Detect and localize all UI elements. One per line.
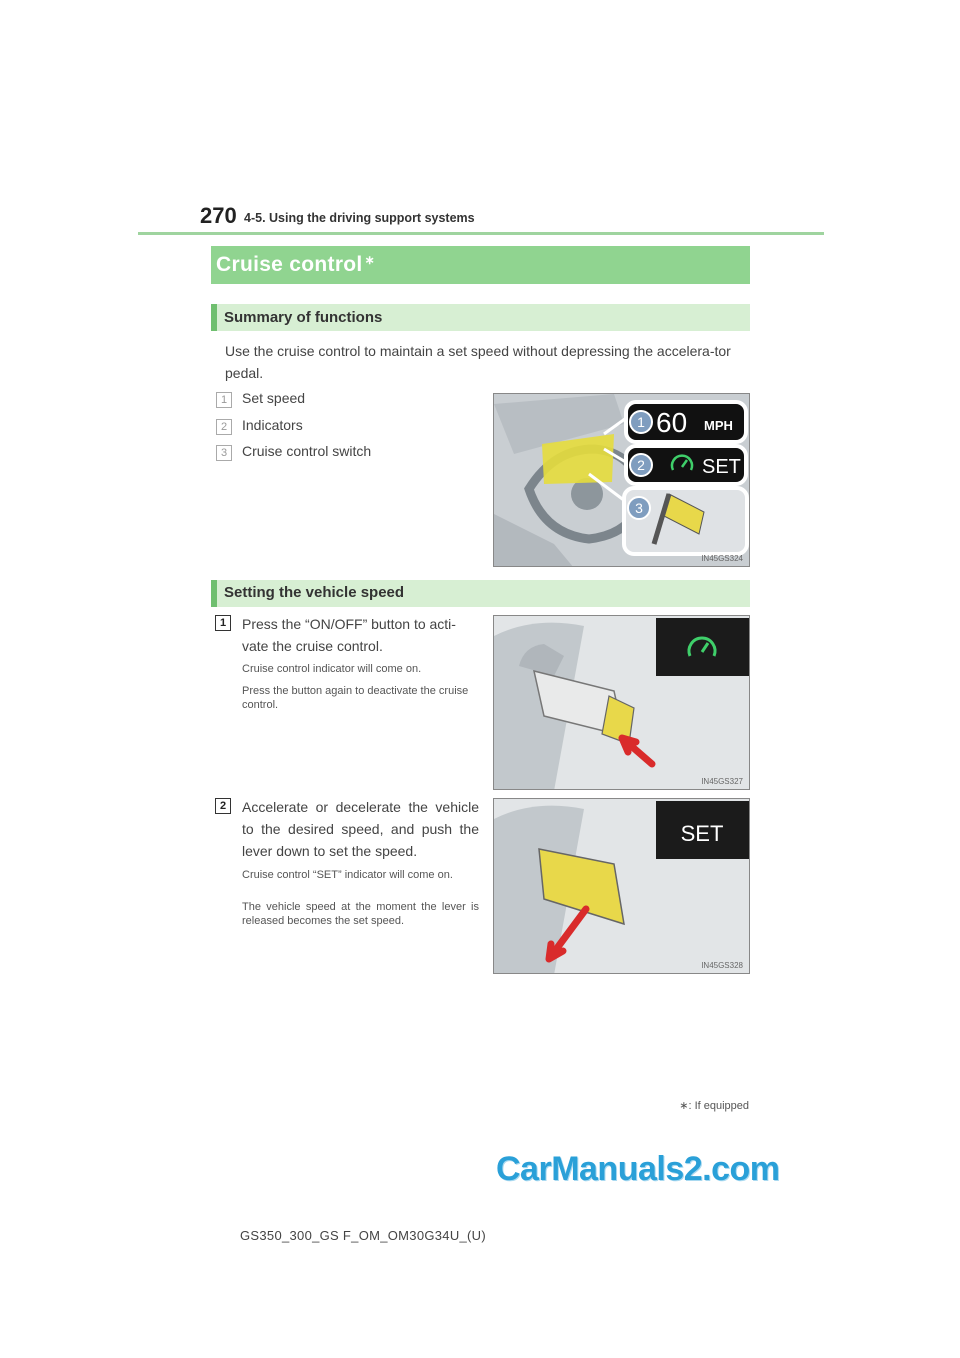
if-equipped-mark: ∗ bbox=[364, 253, 375, 267]
dashboard-illustration bbox=[493, 393, 750, 567]
footnote: ∗: If equipped bbox=[679, 1100, 749, 1112]
step-1-instruction: Press the “ON/OFF” button to acti-vate the cruise control. bbox=[242, 616, 456, 654]
figure-code: IN45GS324 bbox=[701, 554, 743, 563]
header-rule bbox=[138, 232, 824, 235]
speed-value: 60 bbox=[656, 407, 688, 438]
document-code: GS350_300_GS F_OM_OM30G34U_(U) bbox=[240, 1228, 486, 1243]
step-number-1: 1 bbox=[215, 615, 231, 631]
figure-code: IN45GS327 bbox=[701, 777, 743, 786]
figure-code: IN45GS328 bbox=[701, 961, 743, 970]
list-item-indicators: Indicators bbox=[242, 417, 303, 433]
step-number-2: 2 bbox=[215, 798, 231, 814]
summary-heading: Summary of functions bbox=[224, 309, 383, 326]
step-2-drawing bbox=[494, 799, 750, 974]
list-item-set-speed: Set speed bbox=[242, 390, 306, 406]
dashboard-drawing bbox=[494, 394, 750, 567]
step-1-drawing bbox=[494, 616, 750, 790]
section-title bbox=[216, 253, 375, 277]
set-indicator-text: SET bbox=[680, 821, 724, 846]
list-number-2: 2 bbox=[216, 419, 232, 435]
setting-heading: Setting the vehicle speed bbox=[224, 584, 405, 601]
step-1-note-2: Press the button again to deactivate the cruise control. bbox=[242, 685, 469, 711]
step-1-illustration bbox=[493, 615, 750, 790]
step-2-note-1: Cruise control “SET” indicator will come on. bbox=[242, 869, 453, 881]
callout-2-num: 2 bbox=[637, 457, 645, 473]
list-item-cruise-switch: Cruise control switch bbox=[242, 443, 372, 459]
speed-unit: MPH bbox=[704, 418, 733, 433]
step-2-note-2: The vehicle speed at the moment the lever is released becomes the set speed. bbox=[242, 901, 479, 927]
step-2-instruction: Accelerate or decelerate the vehicle to the desired speed, and push the lever down to set the speed. bbox=[242, 799, 479, 859]
step-2-illustration bbox=[493, 798, 750, 974]
callout-1-num: 1 bbox=[637, 414, 645, 430]
indicator-display bbox=[656, 618, 749, 676]
chapter-title: 4-5. Using the driving support systems bbox=[244, 211, 475, 225]
list-number-3: 3 bbox=[216, 445, 232, 461]
step-1-note-1: Cruise control indicator will come on. bbox=[242, 663, 422, 675]
section-title-text: Cruise control bbox=[216, 253, 363, 276]
list-number-1: 1 bbox=[216, 392, 232, 408]
watermark-logo: CarManuals2.com bbox=[496, 1150, 780, 1188]
summary-intro: Use the cruise control to maintain a set speed without depressing the accelera-tor pedal. bbox=[225, 343, 731, 381]
indicator-set-text: SET bbox=[702, 456, 741, 478]
callout-3-num: 3 bbox=[635, 500, 643, 516]
page-number: 270 bbox=[200, 203, 237, 228]
